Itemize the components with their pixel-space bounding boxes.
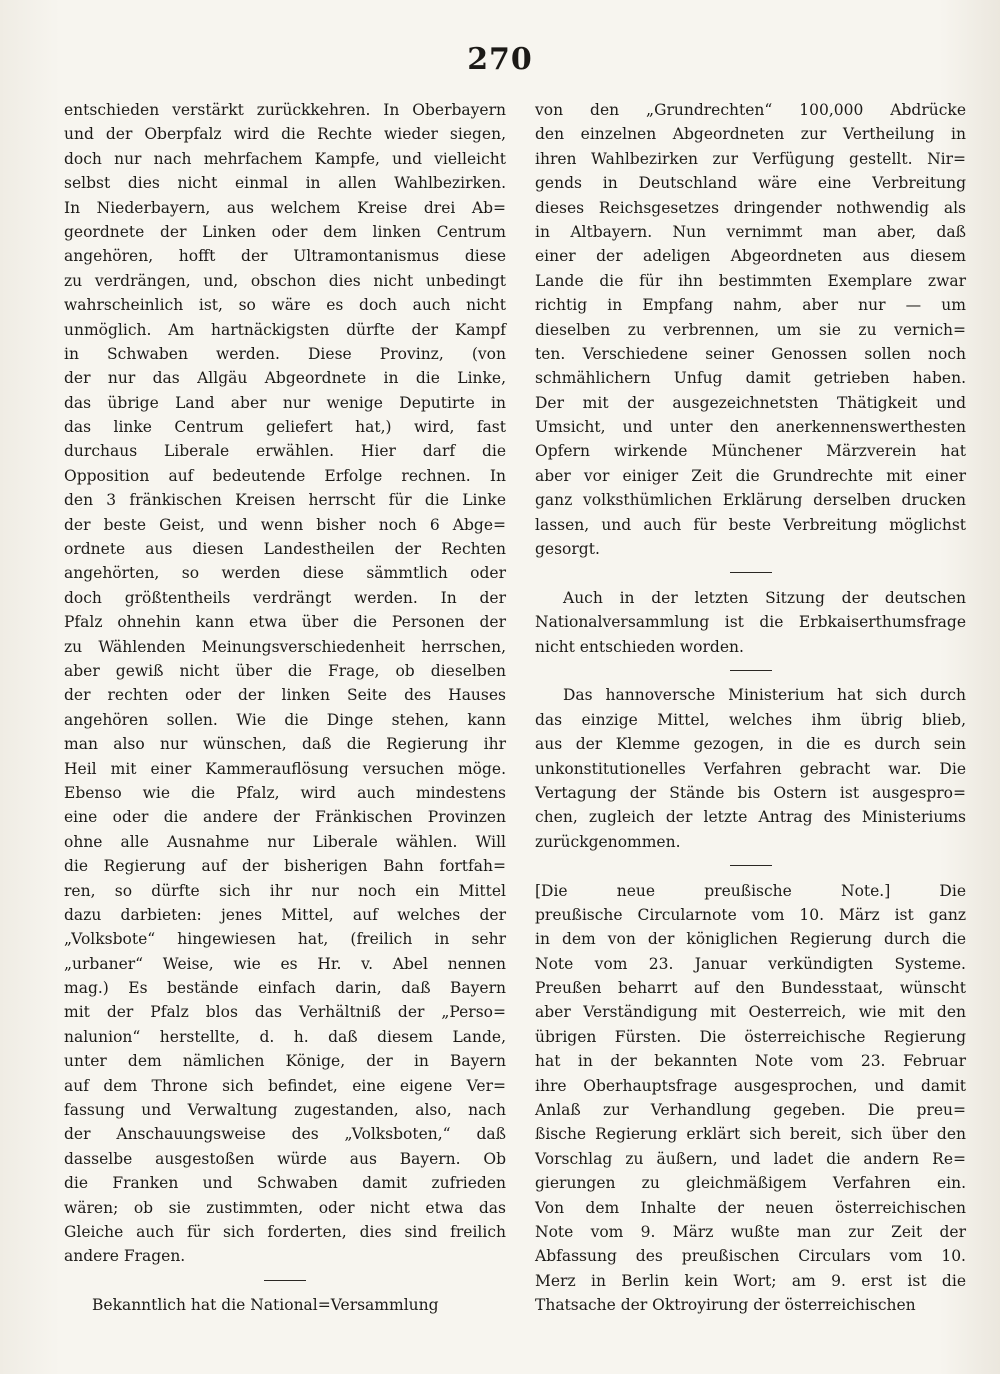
right-text-column xyxy=(535,98,966,1318)
text-line: ihren Wahlbezirken zur Verfügung gestellt. Nir= xyxy=(535,149,966,168)
text-line: in Altbayern. Nun vernimmt man aber, daß xyxy=(535,222,966,241)
text-line: Lande die für ihn bestimmten Exemplare zwar xyxy=(535,271,966,290)
text-line: und der Oberpfalz wird die Rechte wieder siegen, xyxy=(64,125,506,144)
text-line: nicht entschieden worden. xyxy=(535,637,744,656)
text-line: Bekanntlich hat die National=Versammlung xyxy=(92,1296,439,1315)
text-line: In Niederbayern, aus welchem Kreise drei Ab= xyxy=(64,198,506,217)
page-number: 270 xyxy=(467,42,533,77)
text-line: geordnete der Linken oder dem linken Centrum xyxy=(64,222,506,241)
text-line: wahrscheinlich ist, so wäre es doch auch nicht xyxy=(64,296,506,315)
text-line: auf dem Throne sich befindet, eine eigene Ver= xyxy=(64,1076,506,1095)
text-line: aber Verständigung mit Oesterreich, wie mit den xyxy=(535,1003,966,1022)
text-line: dieselben zu verbrennen, um sie zu vernich= xyxy=(535,320,966,339)
text-line: mit der Pfalz blos das Verhältniß der „Perso= xyxy=(64,1003,506,1022)
text-line: Opposition auf bedeutende Erfolge rechnen. In xyxy=(64,466,506,485)
text-line: eine oder die andere der Fränkischen Provinzen xyxy=(64,808,506,827)
text-line: hat in der bekannten Note vom 23. Februar xyxy=(535,1052,966,1071)
text-line: Anlaß zur Verhandlung gegeben. Die preu= xyxy=(535,1101,966,1120)
text-line: fassung und Verwaltung zugestanden, also, nach xyxy=(64,1101,506,1120)
text-line: die Regierung auf der bisherigen Bahn fortfah= xyxy=(64,857,506,876)
text-line: der Anschauungsweise des „Volksboten,“ daß xyxy=(64,1125,506,1144)
text-line: Thatsache der Oktroyirung der österreichischen xyxy=(535,1296,916,1315)
text-line: Von dem Inhalte der neuen österreichischen xyxy=(535,1198,966,1217)
text-line: unter dem nämlichen Könige, der in Bayern xyxy=(64,1052,506,1071)
text-line: von den „Grundrechten“ 100,000 Abdrücke xyxy=(535,101,966,119)
text-line: doch nur nach mehrfachem Kampfe, und vielleicht xyxy=(64,149,506,168)
text-line: Vertagung der Stände bis Ostern ist ausgespro= xyxy=(535,783,966,802)
text-line: mag.) Es bestände einfach darin, daß Bayern xyxy=(64,979,506,998)
text-line: ßische Regierung erklärt sich bereit, sich über den xyxy=(535,1125,966,1144)
text-line: zu verdrängen, und, obschon dies nicht unbedingt xyxy=(64,271,506,290)
section-separator xyxy=(535,659,966,683)
text-line: Umsicht, und unter den anerkennenswerthesten xyxy=(535,418,966,437)
text-line: „Volksbote“ hingewiesen hat, (freilich in sehr xyxy=(64,930,506,949)
text-line: ohne alle Ausnahme nur Liberale wählen. Will xyxy=(64,832,506,851)
text-line: Preußen beharrt auf den Bundesstaat, wünscht xyxy=(535,979,966,998)
text-line: angehören sollen. Wie die Dinge stehen, kann xyxy=(64,710,506,729)
text-line: das linke Centrum geliefert hat,) wird, fast xyxy=(64,418,506,437)
text-line: Heil mit einer Kammerauflösung versuchen möge. xyxy=(64,759,506,778)
section-separator xyxy=(535,854,966,878)
section-separator xyxy=(535,561,966,585)
text-line: den 3 fränkischen Kreisen herrscht für die Linke xyxy=(64,491,506,510)
text-line: entschieden verstärkt zurückkehren. In Oberbayern xyxy=(64,101,506,119)
text-line: nalunion“ herstellte, d. h. daß diesem Lande, xyxy=(64,1027,506,1046)
text-line: richtig in Empfang nahm, aber nur — um xyxy=(535,296,966,315)
text-line: preußische Circularnote vom 10. März ist ganz xyxy=(535,905,966,924)
text-line: Note vom 23. Januar verkündigten Systeme. xyxy=(535,954,966,973)
left-text-column xyxy=(64,98,506,1318)
text-line: aus der Klemme gezogen, in die es durch sein xyxy=(535,735,966,754)
text-line: das übrige Land aber nur wenige Deputirte in xyxy=(64,393,506,412)
text-line: Note vom 9. März wußte man zur Zeit der xyxy=(535,1222,966,1241)
text-line: Merz in Berlin kein Wort; am 9. erst ist die xyxy=(535,1271,966,1290)
text-line: andere Fragen. xyxy=(64,1247,186,1266)
text-line: Nationalversammlung ist die Erbkaiserthumsfrage xyxy=(535,613,966,632)
text-line: in dem von der königlichen Regierung durch die xyxy=(535,930,966,949)
text-line: der nur das Allgäu Abgeordnete in die Linke, xyxy=(64,369,506,388)
text-line: schmählichern Unfug damit getrieben haben. xyxy=(535,369,966,388)
text-line: zurückgenommen. xyxy=(535,832,681,851)
text-line: man also nur wünschen, daß die Regierung ihr xyxy=(64,735,506,754)
text-line: zu Wählenden Meinungsverschiedenheit herrschen, xyxy=(64,637,506,656)
text-line: der rechten oder der linken Seite des Hauses xyxy=(64,686,506,705)
text-line: ordnete aus diesen Landestheilen der Rechten xyxy=(64,540,506,559)
text-line: ren, so dürfte sich ihr nur noch ein Mittel xyxy=(64,881,506,900)
text-line: dazu darbieten: jenes Mittel, auf welches der xyxy=(64,905,506,924)
text-line: aber gewiß nicht über die Frage, ob dieselben xyxy=(64,661,506,680)
text-line: „urbaner“ Weise, wie es Hr. v. Abel nennen xyxy=(64,954,506,973)
text-line: unkonstitutionelles Verfahren gebracht war. Die xyxy=(535,759,966,778)
text-line: [Die neue preußische Note.] Die xyxy=(535,881,966,900)
text-line: angehören, hofft der Ultramontanismus diese xyxy=(64,247,506,266)
text-line: aber vor einiger Zeit die Grundrechte mit einer xyxy=(535,466,966,485)
text-line: lassen, und auch für beste Verbreitung möglichst xyxy=(535,515,966,534)
text-line: übrigen Fürsten. Die österreichische Regierung xyxy=(535,1027,966,1046)
text-line: in Schwaben werden. Diese Provinz, (von xyxy=(64,344,506,363)
text-line: wären; ob sie zustimmten, oder nicht etwa das xyxy=(64,1198,506,1217)
text-line: dieses Reichsgesetzes dringender nothwendig als xyxy=(535,198,966,217)
text-line: angehörten, so werden diese sämmtlich oder xyxy=(64,564,506,583)
text-line: Gleiche auch für sich forderten, dies sind freilich xyxy=(64,1222,506,1241)
text-line: Der mit der ausgezeichnetsten Thätigkeit und xyxy=(535,393,966,412)
text-line: ten. Verschiedene seiner Genossen sollen noch xyxy=(535,344,966,363)
text-line: ganz volksthümlichen Erklärung derselben drucken xyxy=(535,491,966,510)
text-line: gends in Deutschland wäre eine Verbreitung xyxy=(535,174,966,193)
text-line: Abfassung des preußischen Circulars vom 10. xyxy=(535,1247,966,1266)
text-line: Auch in der letzten Sitzung der deutschen xyxy=(563,588,966,607)
text-line: gesorgt. xyxy=(535,540,600,559)
text-line: Das hannoversche Ministerium hat sich durch xyxy=(563,686,966,705)
text-line: durchaus Liberale erwählen. Hier darf die xyxy=(64,442,506,461)
text-line: der beste Geist, und wenn bisher noch 6 Abge= xyxy=(64,515,506,534)
text-line: einer der adeligen Abgeordneten aus diesem xyxy=(535,247,966,266)
text-line: das einzige Mittel, welches ihm übrig blieb, xyxy=(535,710,966,729)
text-line: chen, zugleich der letzte Antrag des Ministeriums xyxy=(535,808,966,827)
text-line: ihre Oberhauptsfrage ausgesprochen, und damit xyxy=(535,1076,966,1095)
text-line: die Franken und Schwaben damit zufrieden xyxy=(64,1174,506,1193)
section-separator xyxy=(64,1269,506,1293)
text-line: doch größtentheils verdrängt werden. In der xyxy=(64,588,506,607)
text-line: selbst dies nicht einmal in allen Wahlbezirken. xyxy=(64,174,506,193)
text-line: gierungen zu gleichmäßigem Verfahren ein. xyxy=(535,1174,966,1193)
text-line: Ebenso wie die Pfalz, wird auch mindestens xyxy=(64,783,506,802)
text-line: unmöglich. Am hartnäckigsten dürfte der Kampf xyxy=(64,320,506,339)
text-line: Vorschlag zu äußern, und ladet die andern Re= xyxy=(535,1149,966,1168)
text-line: Pfalz ohnehin kann etwa über die Personen der xyxy=(64,613,506,632)
text-line: Opfern wirkende Münchener Märzverein hat xyxy=(535,442,966,461)
text-line: dasselbe ausgestoßen würde aus Bayern. Ob xyxy=(64,1149,506,1168)
text-line: den einzelnen Abgeordneten zur Vertheilung in xyxy=(535,125,966,144)
